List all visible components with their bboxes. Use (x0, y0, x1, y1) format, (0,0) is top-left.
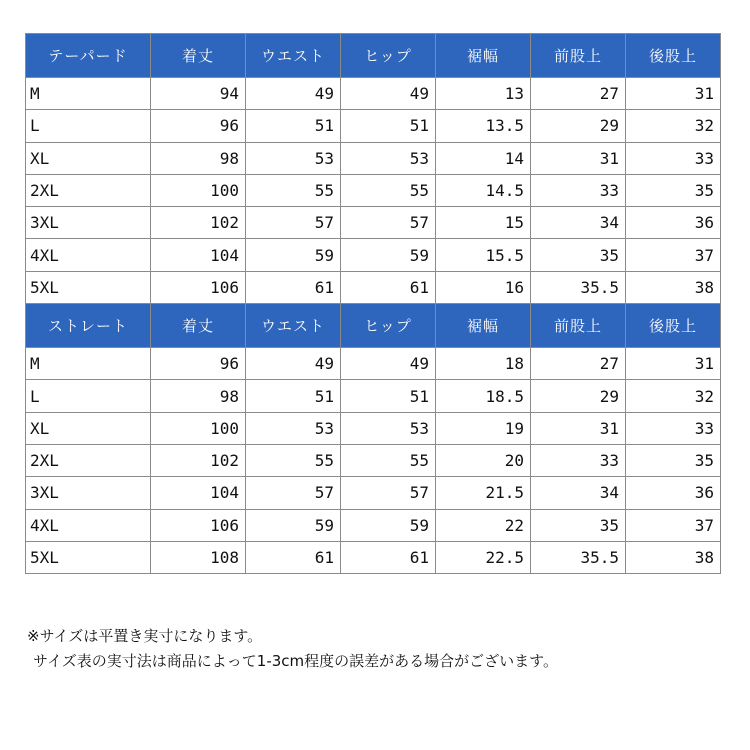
table-row (26, 509, 721, 541)
value-cell: 13 (436, 78, 531, 110)
value-cell: 59 (246, 509, 341, 541)
size-cell: M (26, 348, 151, 380)
value-cell: 33 (626, 142, 721, 174)
size-cell: M (26, 78, 151, 110)
size-cell: XL (26, 142, 151, 174)
value-cell: 51 (246, 380, 341, 412)
value-cell: 53 (246, 412, 341, 444)
value-cell: 29 (531, 110, 626, 142)
value-cell: 34 (531, 207, 626, 239)
value-cell: 33 (531, 444, 626, 476)
column-header: 着丈 (151, 34, 246, 78)
value-cell: 53 (341, 412, 436, 444)
value-cell: 59 (341, 509, 436, 541)
value-cell: 61 (246, 541, 341, 573)
value-cell: 106 (151, 271, 246, 303)
value-cell: 55 (341, 444, 436, 476)
value-cell: 51 (341, 110, 436, 142)
value-cell: 32 (626, 380, 721, 412)
table-row (26, 380, 721, 412)
value-cell: 57 (246, 207, 341, 239)
value-cell: 22 (436, 509, 531, 541)
value-cell: 49 (246, 348, 341, 380)
value-cell: 104 (151, 239, 246, 271)
value-cell: 15.5 (436, 239, 531, 271)
column-header: 後股上 (626, 34, 721, 78)
value-cell: 35.5 (531, 271, 626, 303)
size-cell: 5XL (26, 541, 151, 573)
note-measurement-error: サイズ表の実寸法は商品によって1-3cm程度の誤差がある場合がございます。 (33, 652, 558, 670)
section-name: ストレート (26, 304, 151, 348)
table-row (26, 142, 721, 174)
table-row (26, 239, 721, 271)
value-cell: 104 (151, 477, 246, 509)
value-cell: 51 (341, 380, 436, 412)
size-chart-table (25, 33, 721, 574)
value-cell: 59 (341, 239, 436, 271)
value-cell: 22.5 (436, 541, 531, 573)
value-cell: 38 (626, 541, 721, 573)
table-row (26, 78, 721, 110)
value-cell: 55 (341, 174, 436, 206)
size-chart-body (26, 34, 721, 574)
value-cell: 13.5 (436, 110, 531, 142)
value-cell: 20 (436, 444, 531, 476)
table-row (26, 444, 721, 476)
size-cell: L (26, 110, 151, 142)
value-cell: 61 (341, 541, 436, 573)
size-cell: 4XL (26, 509, 151, 541)
value-cell: 57 (246, 477, 341, 509)
value-cell: 102 (151, 444, 246, 476)
size-cell: 3XL (26, 207, 151, 239)
value-cell: 36 (626, 477, 721, 509)
value-cell: 34 (531, 477, 626, 509)
value-cell: 96 (151, 348, 246, 380)
column-header: 前股上 (531, 34, 626, 78)
value-cell: 53 (246, 142, 341, 174)
value-cell: 108 (151, 541, 246, 573)
size-cell: L (26, 380, 151, 412)
value-cell: 31 (626, 78, 721, 110)
value-cell: 102 (151, 207, 246, 239)
column-header: 着丈 (151, 304, 246, 348)
size-cell: 3XL (26, 477, 151, 509)
value-cell: 51 (246, 110, 341, 142)
section-header-row (26, 304, 721, 348)
value-cell: 36 (626, 207, 721, 239)
value-cell: 96 (151, 110, 246, 142)
column-header: 前股上 (531, 304, 626, 348)
table-row (26, 541, 721, 573)
value-cell: 100 (151, 412, 246, 444)
value-cell: 18 (436, 348, 531, 380)
section-name: テーパード (26, 34, 151, 78)
value-cell: 31 (531, 142, 626, 174)
column-header: ウエスト (246, 304, 341, 348)
value-cell: 38 (626, 271, 721, 303)
value-cell: 27 (531, 78, 626, 110)
value-cell: 33 (626, 412, 721, 444)
table-row (26, 110, 721, 142)
value-cell: 14.5 (436, 174, 531, 206)
value-cell: 49 (341, 348, 436, 380)
value-cell: 16 (436, 271, 531, 303)
value-cell: 57 (341, 477, 436, 509)
value-cell: 49 (341, 78, 436, 110)
table-row (26, 271, 721, 303)
value-cell: 55 (246, 174, 341, 206)
value-cell: 32 (626, 110, 721, 142)
column-header: 裾幅 (436, 304, 531, 348)
value-cell: 14 (436, 142, 531, 174)
value-cell: 98 (151, 380, 246, 412)
value-cell: 94 (151, 78, 246, 110)
value-cell: 27 (531, 348, 626, 380)
size-cell: 2XL (26, 174, 151, 206)
value-cell: 19 (436, 412, 531, 444)
value-cell: 35 (626, 174, 721, 206)
value-cell: 100 (151, 174, 246, 206)
value-cell: 57 (341, 207, 436, 239)
value-cell: 98 (151, 142, 246, 174)
size-cell: XL (26, 412, 151, 444)
size-cell: 5XL (26, 271, 151, 303)
notes (27, 624, 558, 674)
column-header: 後股上 (626, 304, 721, 348)
value-cell: 49 (246, 78, 341, 110)
value-cell: 55 (246, 444, 341, 476)
value-cell: 33 (531, 174, 626, 206)
value-cell: 61 (341, 271, 436, 303)
table-row (26, 348, 721, 380)
value-cell: 31 (626, 348, 721, 380)
column-header: ヒップ (341, 304, 436, 348)
table-row (26, 207, 721, 239)
value-cell: 15 (436, 207, 531, 239)
value-cell: 106 (151, 509, 246, 541)
value-cell: 29 (531, 380, 626, 412)
column-header: ウエスト (246, 34, 341, 78)
size-cell: 2XL (26, 444, 151, 476)
value-cell: 31 (531, 412, 626, 444)
value-cell: 35 (531, 509, 626, 541)
value-cell: 37 (626, 509, 721, 541)
value-cell: 35.5 (531, 541, 626, 573)
value-cell: 18.5 (436, 380, 531, 412)
value-cell: 35 (531, 239, 626, 271)
column-header: 裾幅 (436, 34, 531, 78)
table-row (26, 412, 721, 444)
column-header: ヒップ (341, 34, 436, 78)
value-cell: 59 (246, 239, 341, 271)
table-row (26, 477, 721, 509)
value-cell: 35 (626, 444, 721, 476)
value-cell: 21.5 (436, 477, 531, 509)
value-cell: 53 (341, 142, 436, 174)
size-cell: 4XL (26, 239, 151, 271)
table-row (26, 174, 721, 206)
note-flat-measurement: ※サイズは平置き実寸になります。 (27, 627, 263, 645)
section-header-row (26, 34, 721, 78)
value-cell: 61 (246, 271, 341, 303)
value-cell: 37 (626, 239, 721, 271)
